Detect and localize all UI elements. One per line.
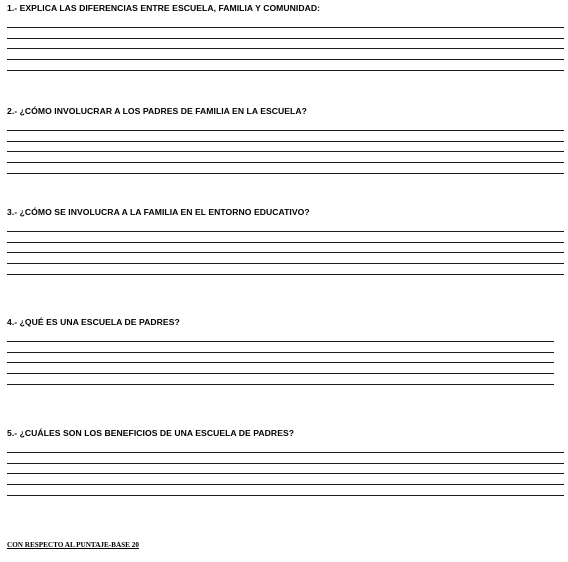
question-1	[7, 3, 564, 71]
answer-line[interactable]	[7, 363, 554, 374]
answer-line[interactable]	[7, 453, 564, 464]
answer-line[interactable]	[7, 142, 564, 153]
answer-line[interactable]	[7, 253, 564, 264]
answer-line[interactable]	[7, 28, 564, 39]
answer-line[interactable]	[7, 342, 554, 353]
answer-line[interactable]	[7, 131, 564, 142]
answer-line[interactable]	[7, 374, 554, 385]
question-5	[7, 428, 564, 496]
question-2-title: 2.- ¿CÓMO INVOLUCRAR A LOS PADRES DE FAMILIA EN LA ESCUELA?	[7, 106, 307, 116]
question-5-answer-lines[interactable]	[7, 442, 564, 496]
question-1-answer-lines[interactable]	[7, 17, 564, 71]
answer-line[interactable]	[7, 49, 564, 60]
answer-line[interactable]	[7, 221, 564, 232]
question-5-title: 5.- ¿CUÁLES SON LOS BENEFICIOS DE UNA ESCUELA DE PADRES?	[7, 428, 295, 438]
answer-line[interactable]	[7, 442, 564, 453]
answer-line[interactable]	[7, 60, 564, 71]
question-3	[7, 207, 564, 275]
answer-line[interactable]	[7, 39, 564, 50]
question-4-title: 4.- ¿QUÉ ES UNA ESCUELA DE PADRES?	[7, 317, 180, 327]
question-2-answer-lines[interactable]	[7, 120, 564, 174]
answer-line[interactable]	[7, 264, 564, 275]
answer-line[interactable]	[7, 331, 554, 342]
answer-line[interactable]	[7, 485, 564, 496]
answer-line[interactable]	[7, 232, 564, 243]
answer-line[interactable]	[7, 474, 564, 485]
question-2	[7, 106, 564, 174]
answer-line[interactable]	[7, 152, 564, 163]
answer-line[interactable]	[7, 163, 564, 174]
answer-line[interactable]	[7, 120, 564, 131]
answer-line[interactable]	[7, 353, 554, 364]
question-1-title: 1.- EXPLICA LAS DIFERENCIAS ENTRE ESCUELA, FAMILIA Y COMUNIDAD:	[7, 3, 321, 13]
answer-line[interactable]	[7, 17, 564, 28]
question-4-answer-lines[interactable]	[7, 331, 564, 385]
answer-line[interactable]	[7, 464, 564, 475]
question-3-answer-lines[interactable]	[7, 221, 564, 275]
answer-line[interactable]	[7, 243, 564, 254]
grading-note: CON RESPECTO AL PUNTAJE-BASE 20	[7, 541, 139, 549]
question-3-title: 3.- ¿CÓMO SE INVOLUCRA A LA FAMILIA EN EL ENTORNO EDUCATIVO?	[7, 207, 310, 217]
question-4	[7, 317, 564, 385]
